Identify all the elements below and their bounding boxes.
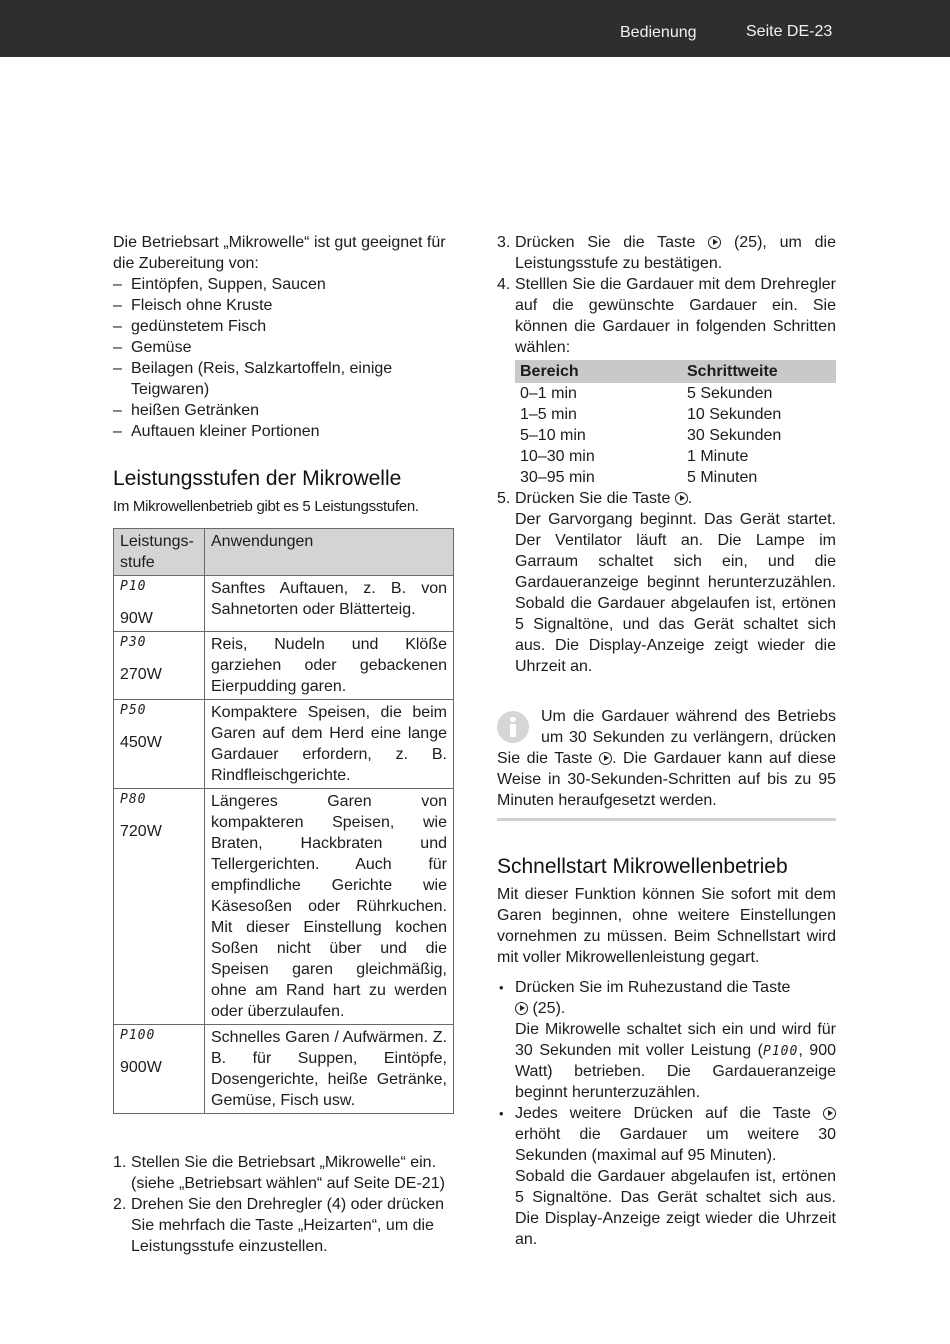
steps-list-continued [497, 232, 836, 358]
time-steps-table [515, 360, 836, 488]
list-item: – Auftauen kleiner Portionen [113, 421, 453, 442]
table-row [114, 1025, 454, 1114]
quickstart-list [497, 977, 836, 1250]
table-row [114, 576, 454, 632]
table-row: 30–95 min 5 Minuten [520, 469, 758, 486]
table-row [114, 700, 454, 789]
table-cell: Kompaktere Speisen, die beim Garen auf dem Herd eine lange Gardauer erfordern, z. B. Rindfleischgerichte. [205, 700, 454, 789]
step-description: Der Garvorgang beginnt. Das Gerät startet. Der Ventilator läuft an. Die Lampe im Garraum schaltet sich ein, und die Gardaueranzeige beginnt herunterzuzählen. Sobald die Gardauer abgelaufen ist, ertönen 5 Signaltöne, und das Gerät schaltet sich aus. Die Display-Anzeige zeigt wieder die Uhrzeit an. [515, 511, 836, 675]
display-code: P100 [763, 1044, 799, 1059]
display-code: P50 [120, 703, 147, 718]
step-item: 3. Drücken Sie die Taste (25), um die Leistungsstufe zu bestätigen. [497, 234, 836, 272]
list-item: – Fleisch ohne Kruste [113, 295, 453, 316]
display-code: P80 [120, 792, 147, 807]
step-item: 4. Stelllen Sie die Gardauer mit dem Drehregler auf die gewünschte Gardauer ein. Sie können die Gardauer in folgenden Schritten wählen: [497, 276, 836, 356]
column-header: Anwendungen [205, 529, 454, 576]
step-item: 5. Drücken Sie die Taste . Der Garvorgang beginnt. Das Gerät startet. Der Ventilator läuft an. Die Lampe im Garraum schaltet sich ein, und die Gardaueranzeige beginnt herunterzuzählen. Sobald die Gardauer abgelaufen ist, ertönen 5 Signaltöne, und das Gerät schaltet sich aus. Die Display-Anzeige zeigt wieder die Uhrzeit an. [497, 490, 836, 675]
step-item: 1. Stellen Sie die Betriebsart „Mikrowelle“ ein. (siehe „Betriebsart wählen“ auf Seite DE-21) [113, 1154, 445, 1192]
step-number: 1. [113, 1154, 127, 1171]
list-item: – gedünstetem Fisch [113, 316, 453, 337]
power-levels-heading: Leistungsstufen der Mikrowelle [113, 467, 402, 490]
table-cell: Sanftes Auftauen, z. B. von Sahnetorten oder Blätterteig. [205, 576, 454, 632]
list-item: • Jedes weitere Drücken auf die Taste erhöht die Gardauer um weitere 30 Sekunden (maximal auf 95 Minuten). Sobald die Gardauer abgelaufen ist, ertönen 5 Signaltöne. Das Gerät schaltet sich aus. Die Display-Anzeige zeigt wieder die Uhrzeit an. [497, 1103, 836, 1250]
start-button-icon [515, 1002, 528, 1015]
table-row: 0–1 min 5 Sekunden [520, 385, 773, 402]
left-column [113, 232, 453, 1257]
step-number: 2. [113, 1196, 127, 1213]
section-title: Bedienung [620, 24, 697, 41]
table-row: 1–5 min 10 Sekunden [520, 406, 782, 423]
column-header: Bereich [515, 360, 682, 383]
column-header: Leistungs-stufe [114, 529, 205, 576]
column-header: Schrittweite [682, 360, 836, 383]
wattage: 900W [120, 1059, 162, 1076]
quickstart-heading: Schnellstart Mikrowellenbetrieb [497, 855, 788, 878]
wattage: 450W [120, 734, 162, 751]
step-number: 4. [497, 276, 511, 293]
list-item: – Beilagen (Reis, Salzkartoffeln, einige Teigwaren) [113, 358, 453, 400]
display-code: P10 [120, 579, 147, 594]
table-header-row [114, 529, 454, 576]
right-column [497, 232, 836, 1250]
info-note: Um die Gardauer während des Betriebs um 30 Sekunden zu verlängern, drücken Sie die Taste . Die Gardauer kann auf diese Weise in 30-Sekunden-Schritten auf bis zu 95 Minuten heraufgesetzt werden. [497, 706, 836, 821]
intro-text: Die Betriebsart „Mikrowelle“ ist gut geeignet für die Zubereitung von: [113, 234, 446, 272]
step-number: 3. [497, 234, 511, 251]
table-header-row [515, 360, 836, 383]
list-item: – Gemüse [113, 337, 453, 358]
uses-list [113, 274, 453, 442]
table-row [114, 789, 454, 1025]
table-cell: Schnelles Garen / Aufwärmen. Z. B. für Suppen, Eintöpfe, Dosengerichte, heiße Getränke, Gemüse, Fisch usw. [205, 1025, 454, 1114]
start-button-icon [675, 492, 688, 505]
page-number: Seite DE-23 [746, 23, 833, 40]
wattage: 720W [120, 823, 162, 840]
step-number: 5. [497, 490, 511, 507]
start-button-icon [599, 752, 612, 765]
steps-list-continued-2 [497, 488, 836, 677]
info-icon [497, 711, 529, 743]
table-cell: Reis, Nudeln und Klöße garziehen oder gebackenen Eierpudding garen. [205, 632, 454, 700]
wattage: 90W [120, 610, 153, 627]
table-row: 10–30 min 1 Minute [520, 448, 749, 465]
start-button-icon [708, 236, 721, 249]
table-row: 5–10 min 30 Sekunden [520, 427, 782, 444]
display-code: P100 [120, 1028, 156, 1043]
steps-list [113, 1152, 453, 1257]
step-item: 2. Drehen Sie den Drehregler (4) oder drücken Sie mehrfach die Taste „Heizarten“, um die Leistungsstufe einzustellen. [113, 1196, 445, 1255]
list-item: – heißen Getränken [113, 400, 453, 421]
quickstart-intro: Mit dieser Funktion können Sie sofort mit dem Garen beginnen, ohne weitere Einstellungen vornehmen zu müssen. Beim Schnellstart wird mit voller Mikrowellenleistung gegart. [497, 886, 836, 966]
wattage: 270W [120, 666, 162, 683]
power-levels-table [113, 528, 454, 1114]
start-button-icon [823, 1107, 836, 1120]
table-cell: Längeres Garen von kompakteren Speisen, wie Braten, Hackbraten und Tellergerichten. Auch für empfindliche Gerichte wie Käsesoßen oder Rührkuchen. Mit dieser Einstellung kochen Soßen nicht über und die Speisen garen gleichmäßig, ohne am Rand hart zu werden oder überzulaufen. [205, 789, 454, 1025]
list-item: – Eintöpfen, Suppen, Saucen [113, 274, 453, 295]
power-levels-subtitle: Im Mikrowellenbetrieb gibt es 5 Leistungsstufen. [113, 498, 419, 515]
display-code: P30 [120, 635, 147, 650]
list-item: • Drücken Sie im Ruhezustand die Taste (25). Die Mikrowelle schaltet sich ein und wird für 30 Sekunden mit voller Leistung (P100, 900 Watt) betrieben. Die Gardaueranzeige beginnt herunterzuzählen. [497, 977, 836, 1103]
table-row [114, 632, 454, 700]
page-header [0, 0, 950, 57]
